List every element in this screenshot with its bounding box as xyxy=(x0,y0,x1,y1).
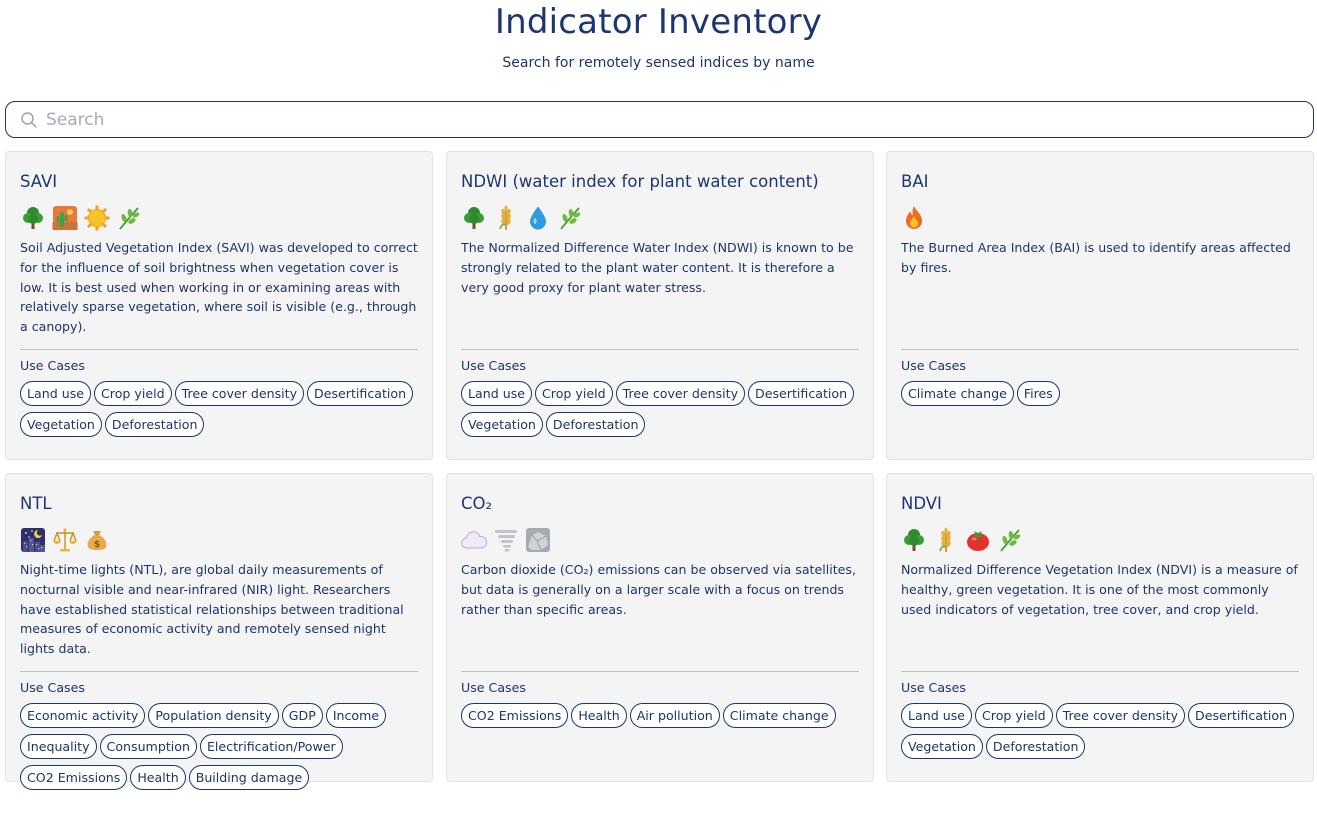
use-case-tag[interactable]: Climate change xyxy=(723,703,836,728)
indicator-title[interactable]: BAI xyxy=(901,172,929,191)
indicator-card[interactable] xyxy=(446,151,874,460)
herb-icon xyxy=(557,205,583,231)
use-cases-label: Use Cases xyxy=(901,680,966,695)
use-case-tag[interactable]: Land use xyxy=(901,703,972,728)
use-case-tag[interactable]: Tree cover density xyxy=(175,381,304,406)
tree-icon xyxy=(901,527,927,553)
use-case-tag[interactable]: Tree cover density xyxy=(1056,703,1185,728)
use-case-tag[interactable]: Deforestation xyxy=(546,412,646,437)
indicator-icons xyxy=(461,526,859,554)
fire-icon xyxy=(901,205,927,231)
herb-icon xyxy=(997,527,1023,553)
divider xyxy=(461,671,859,672)
search-icon xyxy=(20,111,38,129)
droplet-icon xyxy=(525,205,551,231)
use-case-tag[interactable]: Vegetation xyxy=(20,412,102,437)
divider xyxy=(901,349,1299,350)
use-case-tags xyxy=(461,703,863,728)
desert-icon xyxy=(52,205,78,231)
tomato-icon xyxy=(965,527,991,553)
use-case-tag[interactable]: Population density xyxy=(148,703,278,728)
use-case-tag[interactable]: Fires xyxy=(1017,381,1060,406)
use-case-tag[interactable]: Deforestation xyxy=(986,734,1086,759)
use-case-tag[interactable]: Land use xyxy=(20,381,91,406)
wheat-icon xyxy=(933,527,959,553)
use-case-tags xyxy=(20,703,422,790)
cloud-icon xyxy=(461,527,487,553)
use-case-tag[interactable]: Crop yield xyxy=(94,381,172,406)
use-cases-label: Use Cases xyxy=(20,680,85,695)
indicator-icons xyxy=(20,526,418,554)
use-case-tags xyxy=(901,381,1303,406)
use-case-tags xyxy=(901,703,1303,759)
page-title: Indicator Inventory xyxy=(494,2,823,42)
use-cases-label: Use Cases xyxy=(901,358,966,373)
indicator-icons xyxy=(20,204,418,232)
use-case-tag[interactable]: Income xyxy=(326,703,386,728)
indicator-icons xyxy=(461,204,859,232)
indicator-card[interactable] xyxy=(446,473,874,782)
scales-icon xyxy=(52,527,78,553)
use-case-tag[interactable]: Desertification xyxy=(748,381,854,406)
use-case-tag[interactable]: Vegetation xyxy=(461,412,543,437)
sun-icon xyxy=(84,205,110,231)
divider xyxy=(20,671,418,672)
use-case-tag[interactable]: Health xyxy=(130,765,185,790)
use-cases-label: Use Cases xyxy=(461,358,526,373)
use-case-tags xyxy=(20,381,422,437)
tornado-icon xyxy=(493,527,519,553)
night-city-icon xyxy=(20,527,46,553)
search-input[interactable] xyxy=(46,105,1313,135)
herb-icon xyxy=(116,205,142,231)
divider xyxy=(461,349,859,350)
tree-icon xyxy=(461,205,487,231)
indicator-title[interactable]: NTL xyxy=(20,494,52,513)
indicator-description: The Normalized Difference Water Index (NDWI) is known to be strongly related to the plant water content. It is therefore a very good proxy for plant water stress. xyxy=(461,240,854,295)
money-bag-icon xyxy=(84,527,110,553)
indicator-card[interactable] xyxy=(886,151,1314,460)
use-cases-label: Use Cases xyxy=(461,680,526,695)
indicator-icons xyxy=(901,526,1299,554)
use-case-tag[interactable]: GDP xyxy=(282,703,323,728)
use-case-tag[interactable]: Economic activity xyxy=(20,703,145,728)
divider xyxy=(901,671,1299,672)
indicator-description: Soil Adjusted Vegetation Index (SAVI) was developed to correct for the influence of soil brightness when vegetation cover is low. It is best used when working in or examining areas with relatively sparse vegetation, where soil is visible (e.g., through a canopy). xyxy=(20,240,418,335)
use-case-tag[interactable]: Air pollution xyxy=(630,703,720,728)
use-case-tag[interactable]: Climate change xyxy=(901,381,1014,406)
wheat-icon xyxy=(493,205,519,231)
use-case-tag[interactable]: Desertification xyxy=(307,381,413,406)
use-case-tag[interactable]: Crop yield xyxy=(535,381,613,406)
use-case-tag[interactable]: Deforestation xyxy=(105,412,205,437)
indicator-title[interactable]: NDWI (water index for plant water content) xyxy=(461,172,819,191)
use-case-tag[interactable]: Electrification/Power xyxy=(200,734,343,759)
indicator-description: Normalized Difference Vegetation Index (NDVI) is a measure of healthy, green vegetation. It is one of the most commonly used indicators of vegetation, tree cover, and crop yield. xyxy=(901,562,1298,617)
indicator-title[interactable]: SAVI xyxy=(20,172,58,191)
use-case-tag[interactable]: CO2 Emissions xyxy=(461,703,568,728)
use-case-tag[interactable]: Building damage xyxy=(189,765,310,790)
use-case-tag[interactable]: Inequality xyxy=(20,734,97,759)
use-case-tag[interactable]: Consumption xyxy=(100,734,197,759)
svg-text:$: $ xyxy=(93,540,101,550)
rock-icon xyxy=(525,527,551,553)
use-case-tag[interactable]: Vegetation xyxy=(901,734,983,759)
use-case-tag[interactable]: CO2 Emissions xyxy=(20,765,127,790)
indicator-card[interactable] xyxy=(5,151,433,460)
indicator-description: Night-time lights (NTL), are global daily measurements of nocturnal visible and near-infrared (NIR) light. Researchers have established statistical relationships between traditional measures of economic activity and remotely sensed night lights data. xyxy=(20,562,404,657)
divider xyxy=(20,349,418,350)
indicator-title[interactable]: CO₂ xyxy=(461,494,493,513)
indicator-title[interactable]: NDVI xyxy=(901,494,942,513)
use-case-tag[interactable]: Crop yield xyxy=(975,703,1053,728)
use-case-tag[interactable]: Health xyxy=(571,703,626,728)
page-subtitle: Search for remotely sensed indices by name xyxy=(502,55,815,71)
indicator-description: The Burned Area Index (BAI) is used to identify areas affected by fires. xyxy=(901,240,1291,275)
use-cases-label: Use Cases xyxy=(20,358,85,373)
search-bar[interactable] xyxy=(5,101,1314,138)
use-case-tags xyxy=(461,381,863,437)
indicator-description: Carbon dioxide (CO₂) emissions can be observed via satellites, but data is generally on a larger scale with a focus on trends rather than specific areas. xyxy=(461,562,856,617)
use-case-tag[interactable]: Land use xyxy=(461,381,532,406)
tree-icon xyxy=(20,205,46,231)
indicator-card[interactable] xyxy=(886,473,1314,782)
indicator-card[interactable] xyxy=(5,473,433,785)
indicator-icons xyxy=(901,204,1299,232)
use-case-tag[interactable]: Desertification xyxy=(1188,703,1294,728)
use-case-tag[interactable]: Tree cover density xyxy=(616,381,745,406)
